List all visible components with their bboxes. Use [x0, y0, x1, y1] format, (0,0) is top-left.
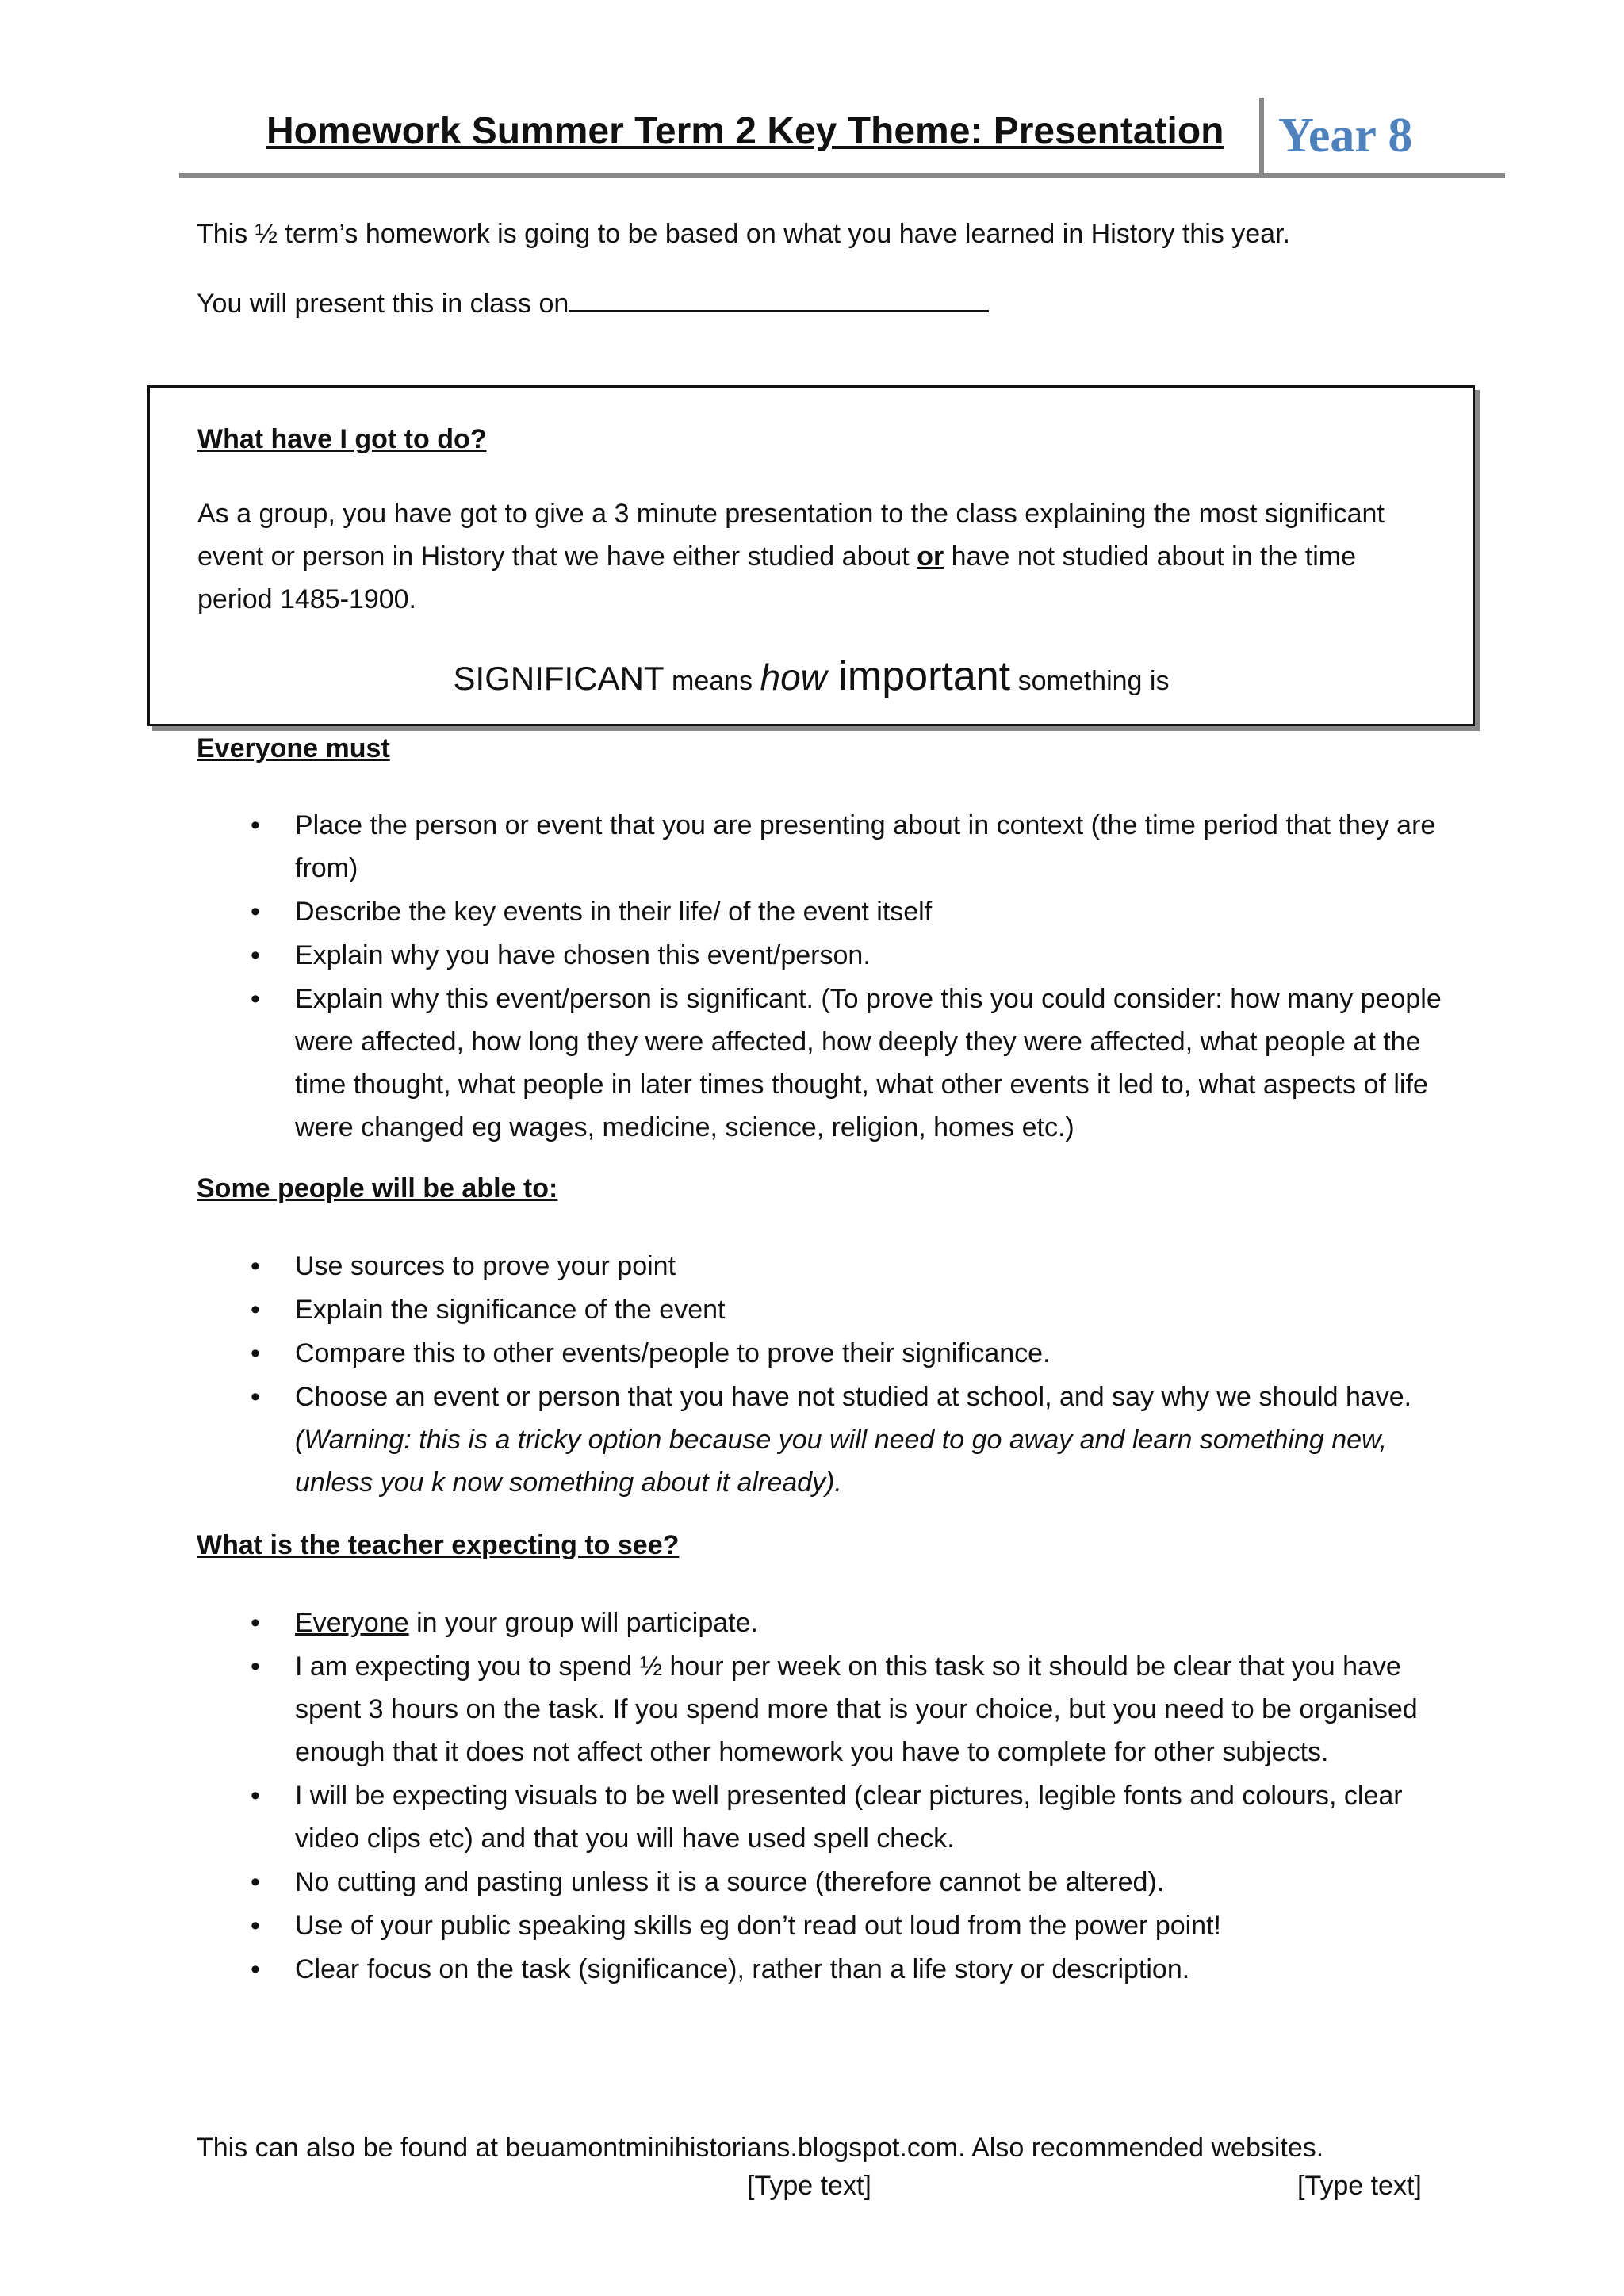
bullet-dot: •	[251, 1251, 260, 1281]
date-blank-line	[569, 283, 989, 312]
list-item-text: Explain the significance of the event	[295, 1295, 726, 1325]
bullet-dot: •	[251, 1382, 260, 1412]
footer-text: This can also be found at beuamontminihistorians.blogspot.com. Also recommended websites.	[197, 2133, 1324, 2163]
list-item	[197, 1861, 1450, 1904]
task-body-or: or	[917, 541, 944, 572]
list-item	[197, 1332, 1450, 1375]
some-people-list	[197, 1245, 1450, 1505]
bullet-dot: •	[251, 1911, 260, 1941]
list-item	[197, 1904, 1450, 1947]
list-item	[197, 1245, 1450, 1288]
intro-line-2	[197, 282, 989, 325]
list-item-text: Choose an event or person that you have not studied at school, and say why we should have.	[295, 1382, 1412, 1412]
list-item-text: Explain why you have chosen this event/person.	[295, 940, 871, 970]
footer-type-text-center: [Type text]	[747, 2171, 871, 2201]
header-rule	[179, 173, 1505, 178]
list-item-text: Explain why this event/person is significant. (To prove this you could consider: how many people were affected, how long they were affected, how deeply they were affected, what people at the time thought, what people in later times thought, what other events it led to, what aspects of life were changed eg wages, medicine, science, religion, homes etc.)	[295, 984, 1442, 1142]
list-item-warning: (Warning: this is a tricky option because you will need to go away and learn something new, unless you k now something about it already).	[295, 1425, 1388, 1498]
list-item	[197, 890, 1450, 933]
sig-important: important	[826, 653, 1011, 699]
bullet-dot: •	[251, 1295, 260, 1325]
bullet-dot: •	[251, 1338, 260, 1368]
bullet-dot: •	[251, 940, 260, 970]
list-item	[197, 934, 1450, 977]
bullet-dot: •	[251, 1781, 260, 1811]
list-item-text: in your group will participate.	[408, 1608, 758, 1638]
list-item	[197, 804, 1450, 890]
list-item-text: Describe the key events in their life/ of the event itself	[295, 897, 933, 927]
footer-type-text-right: [Type text]	[1297, 2171, 1422, 2201]
list-item	[197, 1774, 1450, 1860]
intro-line-2-text: You will present this in class on	[197, 289, 569, 319]
sig-how: how	[760, 656, 827, 698]
bullet-dot: •	[251, 897, 260, 927]
list-item	[197, 1288, 1450, 1331]
page-title: Homework Summer Term 2 Key Theme: Presentation	[266, 110, 1224, 152]
sig-means: means	[664, 666, 760, 696]
list-item-text: Use sources to prove your point	[295, 1251, 676, 1281]
list-item-text: Place the person or event that you are presenting about in context (the time period that they are from)	[295, 810, 1436, 883]
task-box-heading: What have I got to do?	[197, 424, 487, 454]
everyone-must-heading: Everyone must	[197, 733, 390, 763]
list-item	[197, 978, 1450, 1149]
task-box	[147, 385, 1475, 726]
sig-word: SIGNIFICANT	[453, 660, 665, 697]
header-divider	[1259, 98, 1264, 177]
year-label: Year 8	[1278, 109, 1413, 163]
list-item	[197, 1601, 1450, 1644]
task-body-part-2: have not studied about in the time period 1485-1900.	[197, 541, 1356, 614]
bullet-dot: •	[251, 810, 260, 840]
teacher-expects-list	[197, 1601, 1450, 1992]
list-item	[197, 1376, 1450, 1504]
list-item-text: I will be expecting visuals to be well presented (clear pictures, legible fonts and colours, clear video clips etc) and that you will have used spell check.	[295, 1781, 1403, 1854]
bullet-dot: •	[251, 1651, 260, 1682]
bullet-dot: •	[251, 984, 260, 1014]
task-box-body	[197, 492, 1434, 621]
bullet-dot: •	[251, 1954, 260, 1984]
bullet-dot: •	[251, 1608, 260, 1638]
sig-rest: something is	[1010, 666, 1170, 696]
list-item-text: Compare this to other events/people to prove their significance.	[295, 1338, 1051, 1368]
teacher-expects-heading: What is the teacher expecting to see?	[197, 1530, 680, 1560]
page-header	[179, 94, 1505, 181]
task-body-part-1: As a group, you have got to give a 3 minute presentation to the class explaining the most significant event or person in History that we have either studied about	[197, 499, 1385, 572]
intro-line-1: This ½ term’s homework is going to be based on what you have learned in History this year.	[197, 219, 1290, 249]
list-item	[197, 1645, 1450, 1774]
bullet-dot: •	[251, 1867, 260, 1897]
significance-definition	[150, 652, 1473, 700]
list-item-underlined: Everyone	[295, 1608, 409, 1638]
some-people-heading: Some people will be able to:	[197, 1173, 558, 1203]
everyone-must-list	[197, 804, 1450, 1150]
list-item	[197, 1948, 1450, 1991]
list-item-text: No cutting and pasting unless it is a source (therefore cannot be altered).	[295, 1867, 1165, 1897]
list-item-text: I am expecting you to spend ½ hour per week on this task so it should be clear that you have spent 3 hours on the task. If you spend more that is your choice, but you need to be organised enough that it does not affect other homework you have to complete for other subjects.	[295, 1651, 1418, 1767]
list-item-text: Use of your public speaking skills eg don’t read out loud from the power point!	[295, 1911, 1221, 1941]
list-item-text: Clear focus on the task (significance), rather than a life story or description.	[295, 1954, 1190, 1984]
